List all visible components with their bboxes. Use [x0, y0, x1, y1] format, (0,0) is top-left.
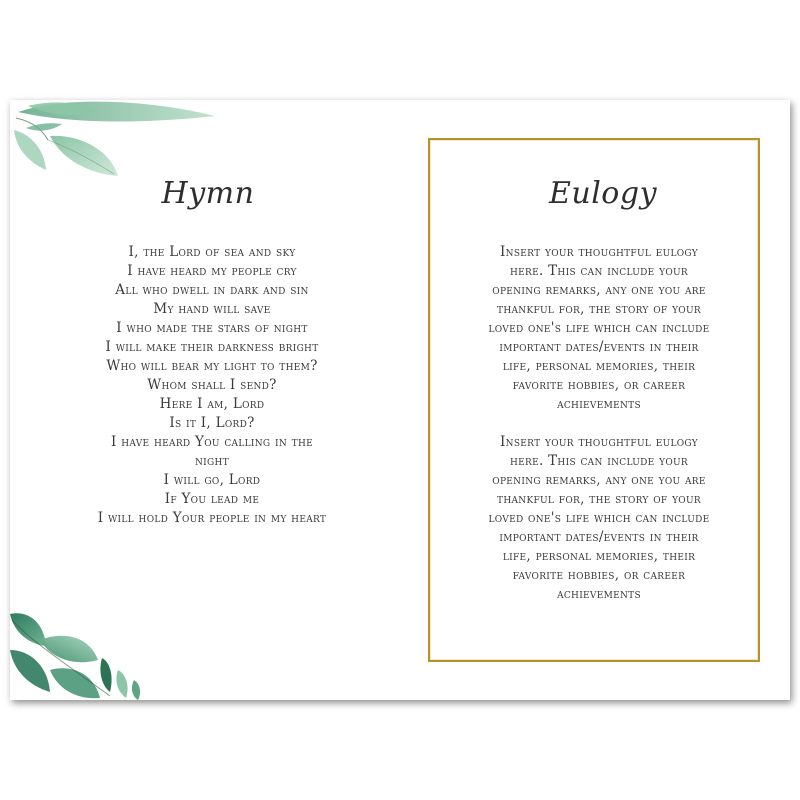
- program-sheet: [10, 100, 790, 700]
- eulogy-line: here. This can include your: [509, 453, 688, 469]
- eulogy-line: thankful for, the story of your: [497, 491, 701, 507]
- eulogy-line: achievements: [557, 396, 641, 412]
- hymn-line: I who made the stars of night: [116, 320, 308, 336]
- eulogy-line: here. This can include your: [509, 263, 688, 279]
- eulogy-line: favorite hobbies, or career: [512, 377, 686, 393]
- eulogy-paragraph-2: [444, 433, 754, 604]
- eulogy-line: loved one's life which can include: [488, 510, 710, 526]
- eulogy-line: achievements: [557, 586, 641, 602]
- hymn-line: Whom shall I send?: [147, 377, 277, 393]
- hymn-line: All who dwell in dark and sin: [115, 282, 309, 298]
- hymn-panel: [10, 100, 400, 700]
- hymn-line: I will hold Your people in my heart: [97, 510, 327, 526]
- eulogy-line: life, personal memories, their: [502, 548, 696, 564]
- eulogy-title: Eulogy: [548, 176, 658, 211]
- hymn-line: I, the Lord of sea and sky: [128, 244, 296, 260]
- hymn-line: I have heard my people cry: [127, 263, 297, 279]
- hymn-line: I will go, Lord: [163, 472, 261, 488]
- hymn-line: My hand will save: [153, 301, 271, 317]
- hymn-line: Who will bear my light to them?: [106, 358, 318, 374]
- eulogy-line: important dates/events in their: [499, 339, 699, 355]
- hymn-line: I have heard You calling in the: [111, 434, 313, 450]
- eulogy-line: favorite hobbies, or career: [512, 567, 686, 583]
- hymn-line: Is it I, Lord?: [169, 415, 255, 431]
- hymn-title: Hymn: [161, 176, 255, 211]
- eulogy-line: thankful for, the story of your: [497, 301, 701, 317]
- hymn-line: I will make their darkness bright: [105, 339, 319, 355]
- eulogy-paragraph-1: [444, 243, 754, 414]
- eulogy-line: Insert your thoughtful eulogy: [500, 434, 698, 450]
- eulogy-line: Insert your thoughtful eulogy: [500, 244, 698, 260]
- hymn-line: If You lead me: [164, 491, 260, 507]
- hymn-line: night: [195, 453, 229, 469]
- eulogy-line: loved one's life which can include: [488, 320, 710, 336]
- bottom-leaves-icon: [10, 600, 150, 700]
- eulogy-line: opening remarks, any one you are: [492, 472, 706, 488]
- eulogy-line: life, personal memories, their: [502, 358, 696, 374]
- hymn-line: Here I am, Lord: [159, 396, 265, 412]
- eulogy-line: important dates/events in their: [499, 529, 699, 545]
- hymn-lyrics: [22, 243, 402, 528]
- eulogy-line: opening remarks, any one you are: [492, 282, 706, 298]
- eulogy-panel: [400, 100, 790, 700]
